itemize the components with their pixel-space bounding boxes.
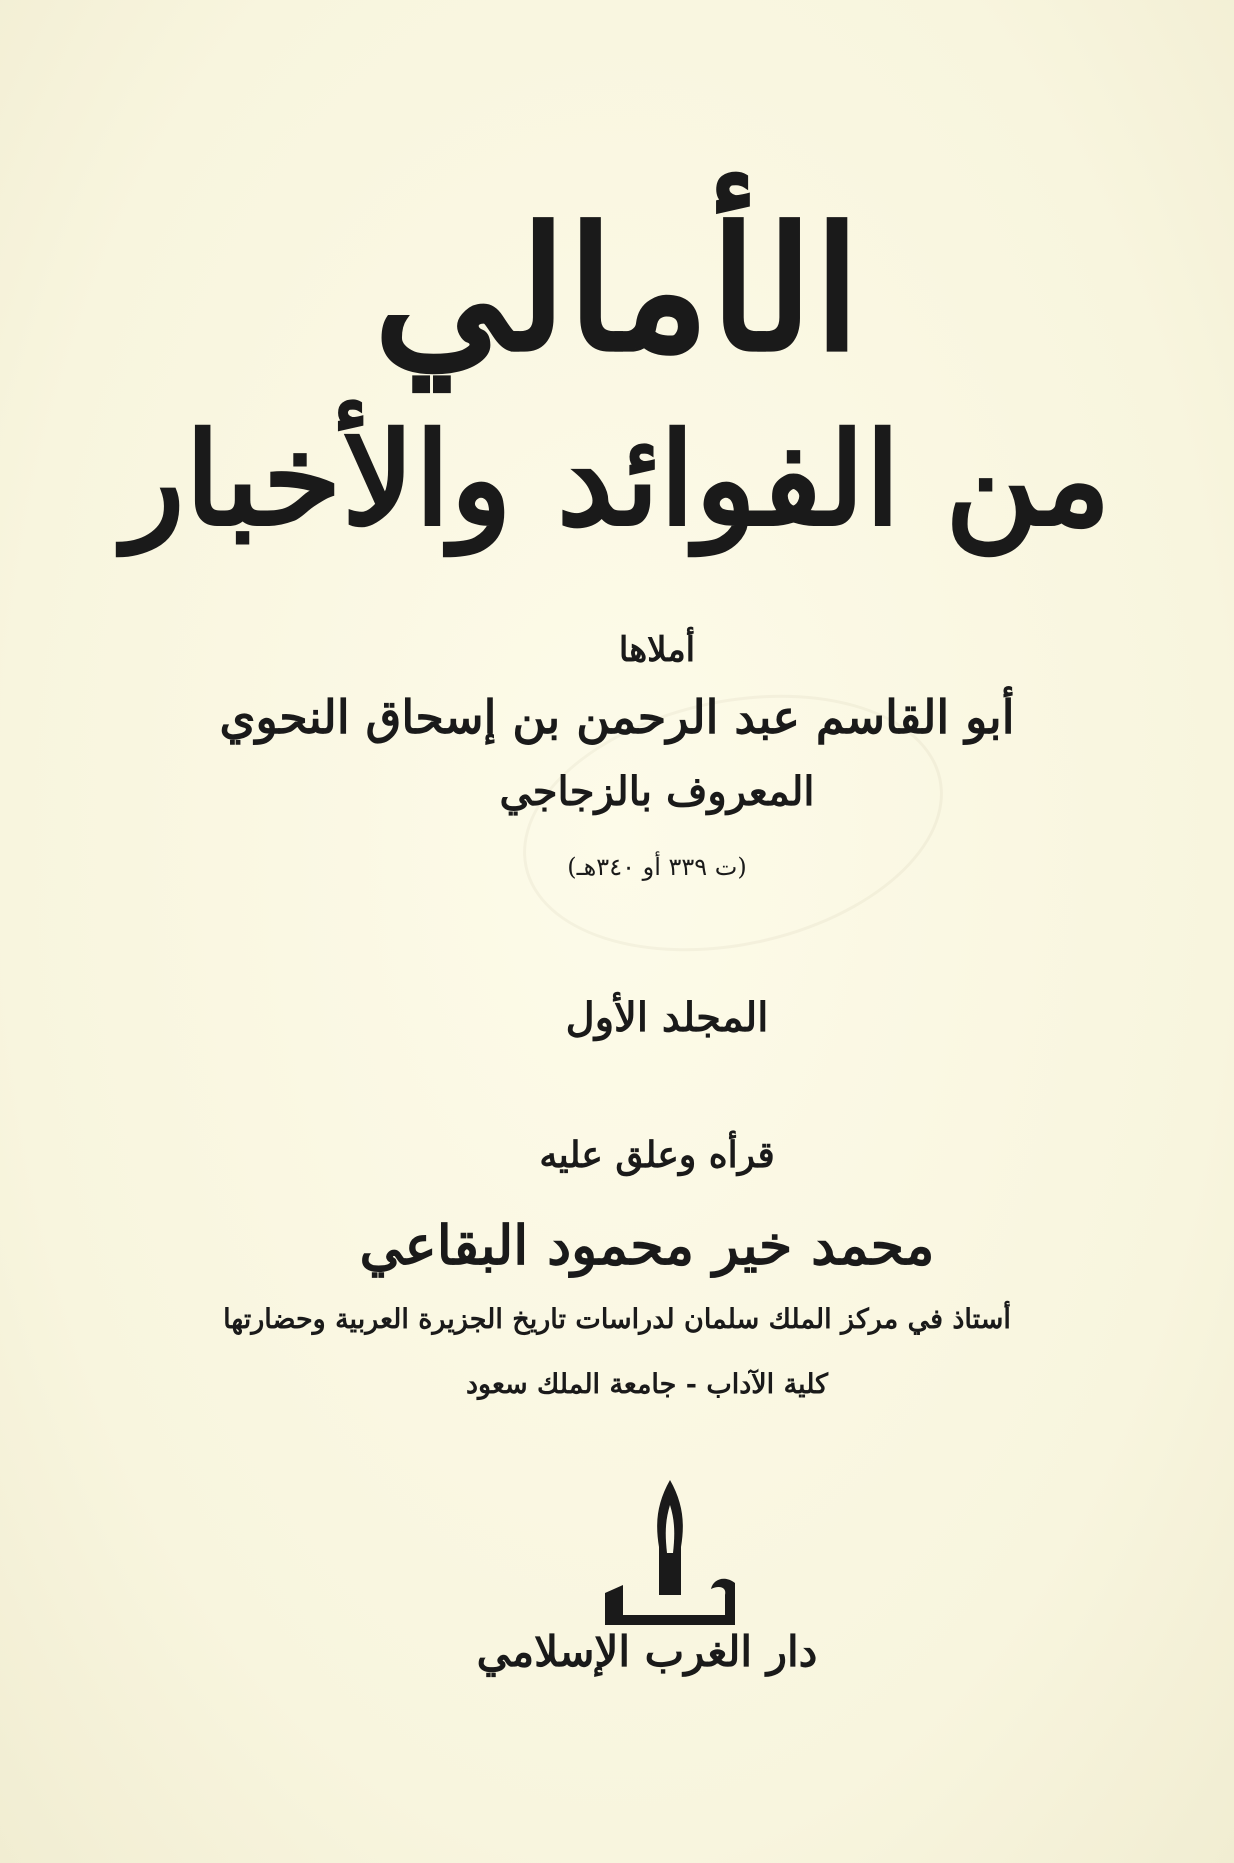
editor-position: أستاذ في مركز الملك سلمان لدراسات تاريخ الجزيرة العربية وحضارتها	[223, 1304, 1011, 1335]
volume-label: المجلد الأول	[565, 994, 769, 1041]
editor-name: محمد خير محمود البقاعي	[359, 1213, 935, 1277]
edited-by-label: قرأه وعلق عليه	[539, 1134, 775, 1176]
publisher-name: دار الغرب الإسلامي	[476, 1627, 818, 1676]
book-title-line-2: من الفوائد والأخبار	[123, 405, 1111, 555]
author-death-dates: (ت ٣٣٩ أو ٣٤٠هـ)	[567, 853, 747, 881]
editor-college: كلية الآداب - جامعة الملك سعود	[466, 1369, 828, 1400]
book-title-line-1: الأمالي	[373, 190, 861, 390]
dictated-by-label: أملاها	[618, 630, 696, 670]
author-name: أبو القاسم عبد الرحمن بن إسحاق النحوي	[219, 690, 1015, 744]
author-known-as: المعروف بالزجاجي	[499, 768, 815, 815]
